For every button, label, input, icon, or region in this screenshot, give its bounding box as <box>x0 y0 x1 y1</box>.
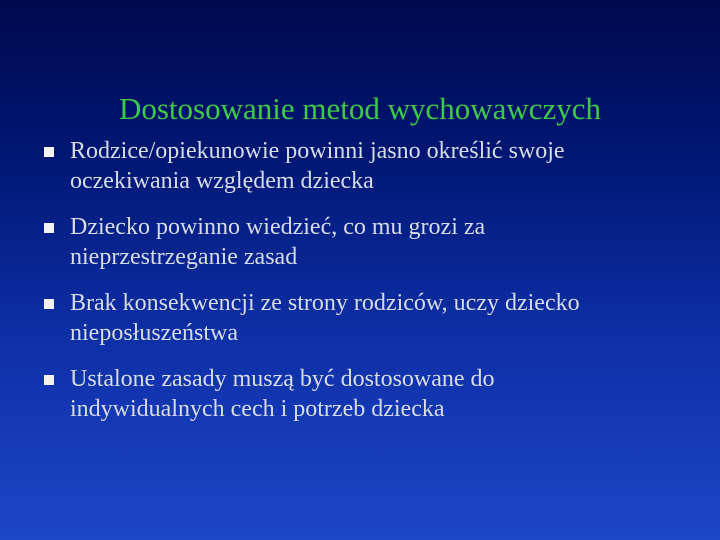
bullet-item <box>0 364 720 424</box>
slide-title: Dostosowanie metod wychowawczych <box>118 90 602 126</box>
bullet-item <box>0 136 720 196</box>
bullet-list <box>0 136 720 440</box>
square-bullet-icon <box>44 147 54 157</box>
bullet-text-line: oczekiwania względem dziecka <box>70 168 374 194</box>
square-bullet-icon <box>44 223 54 233</box>
bullet-text-line: nieposłuszeństwa <box>70 320 238 346</box>
bullet-text-line: Dziecko powinno wiedzieć, co mu grozi za <box>70 214 486 240</box>
bullet-text-line: Ustalone zasady muszą być dostosowane do <box>70 366 495 392</box>
square-bullet-icon <box>44 375 54 385</box>
bullet-text-line: Rodzice/opiekunowie powinni jasno określić swoje <box>70 138 565 164</box>
bullet-text-line: Brak konsekwencji ze strony rodziców, uczy dziecko <box>70 290 580 316</box>
bullet-text-line: nieprzestrzeganie zasad <box>70 244 298 270</box>
square-bullet-icon <box>44 299 54 309</box>
bullet-item <box>0 212 720 272</box>
bullet-item <box>0 288 720 348</box>
bullet-text-line: indywidualnych cech i potrzeb dziecka <box>70 396 445 422</box>
